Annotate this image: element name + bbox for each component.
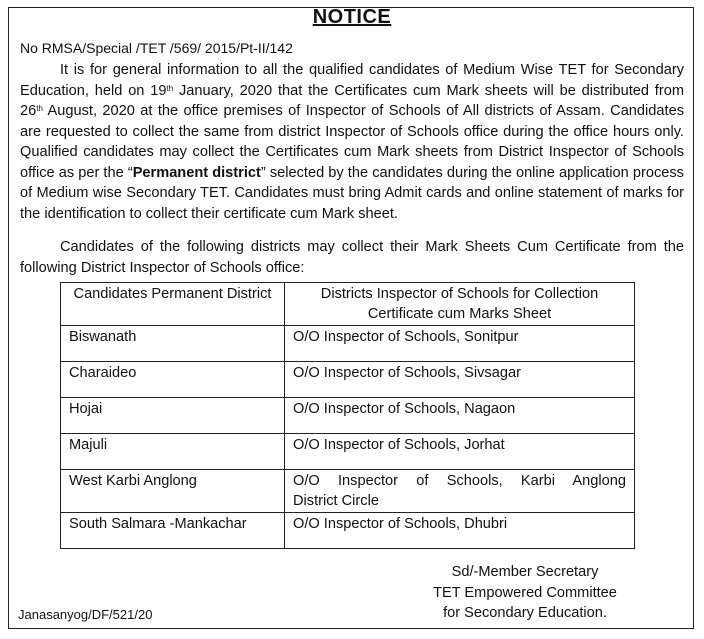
office-cell: O/O Inspector of Schools, Nagaon xyxy=(285,398,635,434)
table-row xyxy=(61,470,635,513)
para1-sup-2: th xyxy=(36,104,43,113)
table-row xyxy=(61,326,635,362)
permanent-district-bold: Permanent district xyxy=(132,164,261,181)
signature-line-2: TET Empowered Committee xyxy=(433,584,617,601)
para1-text-a: It is for general information to all the qualified candidates of Medium Wise TET for Secondary Education, held on 19 xyxy=(20,62,684,99)
office-cell xyxy=(285,470,635,513)
office-cell-line-1: O/O Inspector of Schools, Karbi Anglong xyxy=(293,473,626,489)
para1-text-d: ” selected by the candidates during the online application process of Medium wise Secondary TET. Candidates must bring Admit cards and online statement of marks for the identification to collect their certificate cum Mark sheet. xyxy=(20,164,684,222)
footer-reference: Janasanyog/DF/521/20 xyxy=(18,607,153,622)
district-cell: Charaideo xyxy=(61,362,285,398)
para2-text: Candidates of the following districts may collect their Mark Sheets Cum Certificate from the following District Inspector of Schools office: xyxy=(20,239,684,276)
notice-paragraph-2 xyxy=(20,237,684,278)
table-header-row xyxy=(61,283,635,326)
reference-number: No RMSA/Special /TET /569/ 2015/Pt-II/142 xyxy=(20,40,293,56)
office-cell: O/O Inspector of Schools, Jorhat xyxy=(285,434,635,470)
table-row xyxy=(61,513,635,549)
para1-text-c: August, 2020 at the office premises of Inspector of Schools of All districts of Assam. Candidates are requested to collect the same from district Inspector of Schools office during the office hours only. Qualified candidates may collect the Certificates cum Mark sheets from District Inspector of Schools office as per the “ xyxy=(20,103,684,181)
district-cell: Hojai xyxy=(61,398,285,434)
office-cell: O/O Inspector of Schools, Sivsagar xyxy=(285,362,635,398)
district-cell: Biswanath xyxy=(61,326,285,362)
office-cell: O/O Inspector of Schools, Sonitpur xyxy=(285,326,635,362)
notice-title: NOTICE xyxy=(312,6,392,28)
district-cell: Majuli xyxy=(61,434,285,470)
office-cell: O/O Inspector of Schools, Dhubri xyxy=(285,513,635,549)
table-header-office: Districts Inspector of Schools for Collection Certificate cum Marks Sheet xyxy=(285,283,635,326)
table-row xyxy=(61,362,635,398)
signature-block xyxy=(400,562,650,624)
para1-text-b: January, 2020 that the Certificates cum Mark sheets will be distributed from 26 xyxy=(20,82,684,119)
table-row xyxy=(61,398,635,434)
district-table xyxy=(60,282,635,549)
notice-paragraph-1 xyxy=(20,60,684,224)
signature-line-3: for Secondary Education. xyxy=(443,605,607,621)
table-row xyxy=(61,434,635,470)
para1-sup-1: th xyxy=(166,83,174,93)
district-cell: West Karbi Anglong xyxy=(61,470,285,513)
district-cell: South Salmara -Mankachar xyxy=(61,513,285,549)
table-header-district: Candidates Permanent District xyxy=(61,283,285,326)
office-cell-line-2: District Circle xyxy=(293,493,379,509)
signature-line-1: Sd/-Member Secretary xyxy=(451,564,599,580)
